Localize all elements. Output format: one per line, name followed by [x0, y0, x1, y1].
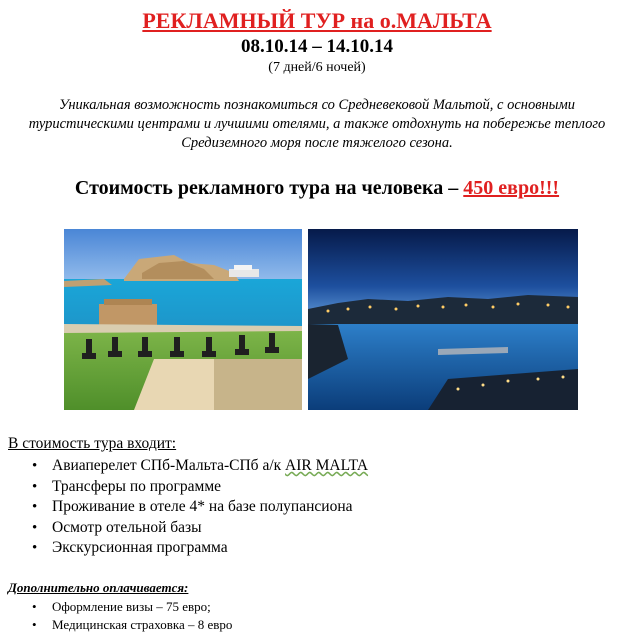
list-item: • Медицинская страховка – 8 евро	[8, 616, 232, 634]
extra-list	[8, 598, 232, 634]
list-item: • Осмотр отельной базы	[8, 518, 368, 539]
fortress-harbour-photo	[64, 229, 302, 410]
list-item: • Проживание в отеле 4* на базе полупансиона	[8, 497, 368, 518]
tour-dates: 08.10.14 – 14.10.14	[241, 36, 393, 57]
list-item	[8, 456, 368, 477]
included-list	[8, 456, 368, 559]
intro-paragraph: Уникальная возможность познакомиться со Средневековой Мальтой, с основными туристическими центрами и лучшими отелями, а также отдохнуть на побережье теплого Средиземного моря после тяжелого сезона.	[28, 97, 606, 151]
extra-heading: Дополнительно оплачивается:	[8, 580, 189, 595]
price-line	[0, 176, 634, 200]
list-item-text: Авиаперелет СПб-Мальта-СПб а/к	[52, 457, 286, 474]
list-item: • Оформление визы – 75 евро;	[8, 598, 232, 616]
list-item: • Экскурсионная программа	[8, 538, 368, 559]
price-amount: 450 евро!!!	[463, 177, 560, 199]
price-label: Стоимость рекламного тура на человека –	[74, 177, 464, 199]
list-item: • Трансферы по программе	[8, 477, 368, 498]
included-heading: В стоимость тура входит:	[8, 435, 177, 452]
airline-name: AIR MALTA	[285, 457, 369, 474]
tour-duration: (7 дней/6 ночей)	[268, 60, 366, 75]
tour-title: РЕКЛАМНЫЙ ТУР на о.МАЛЬТА	[142, 8, 492, 33]
night-bay-photo	[308, 229, 578, 410]
